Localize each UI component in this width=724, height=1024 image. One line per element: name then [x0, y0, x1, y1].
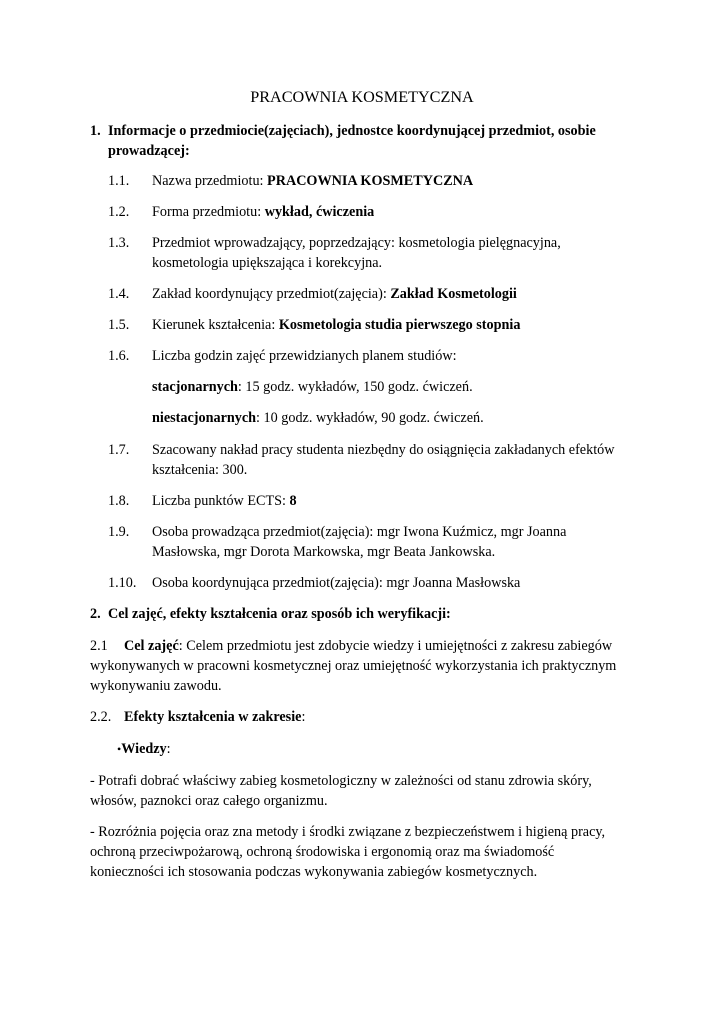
section-1-heading-line2: prowadzącej: — [108, 143, 190, 159]
item-1-8: Liczba punktów ECTS: 8 — [152, 493, 297, 509]
point-1-line1: - Potrafi dobrać właściwy zabieg kosmetologiczny w zależności od stanu zdrowia skóry, — [90, 773, 592, 789]
paragraph-2-1-line3: wykonywaniu zawodu. — [90, 678, 222, 694]
item-1-7-line2: kształcenia: 300. — [152, 462, 248, 478]
point-2-line2: ochroną przeciwpożarową, ochroną środowiska i ergonomią oraz ma świadomość — [90, 844, 555, 860]
item-number: 1.7. — [108, 442, 130, 458]
item-number: 1.6. — [108, 348, 130, 364]
item-1-9-line1: Osoba prowadząca przedmiot(zajęcia): mgr Iwona Kuźmicz, mgr Joanna — [152, 524, 567, 540]
item-1-5: Kierunek kształcenia: Kosmetologia studia pierwszego stopnia — [152, 317, 521, 333]
item-number: 1.3. — [108, 235, 130, 251]
item-number: 1.5. — [108, 317, 130, 333]
section-2-heading: Cel zajęć, efekty kształcenia oraz sposób ich weryfikacji: — [108, 606, 451, 622]
item-1-7-line1: Szacowany nakład pracy studenta niezbędny do osiągnięcia zakładanych efektów — [152, 442, 615, 458]
item-number: 1.4. — [108, 286, 130, 302]
item-number: 1.1. — [108, 173, 130, 189]
item-1-4: Zakład koordynujący przedmiot(zajęcia): Zakład Kosmetologii — [152, 286, 517, 302]
point-2-line1: - Rozróżnia pojęcia oraz zna metody i środki związane z bezpieczeństwem i higieną pracy, — [90, 824, 606, 840]
document-title: PRACOWNIA KOSMETYCZNA — [250, 88, 474, 106]
bullet-wiedzy: •Wiedzy: — [117, 741, 171, 757]
item-number: 1.9. — [108, 524, 130, 540]
item-number: 1.2. — [108, 204, 130, 220]
item-1-10: Osoba koordynująca przedmiot(zajęcia): mgr Joanna Masłowska — [152, 575, 521, 591]
item-1-6-niestacjonarne: niestacjonarnych: 10 godz. wykładów, 90 godz. ćwiczeń. — [152, 410, 484, 426]
paragraph-2-2-heading: Efekty kształcenia w zakresie: — [124, 709, 306, 725]
point-1-line2: włosów, paznokci oraz całego organizmu. — [90, 793, 328, 809]
section-1-number: 1. — [90, 123, 101, 139]
item-number: 1.10. — [108, 575, 137, 591]
item-1-6: Liczba godzin zajęć przewidzianych planem studiów: — [152, 348, 457, 364]
item-1-2: Forma przedmiotu: wykład, ćwiczenia — [152, 204, 375, 220]
bullet-icon: • — [117, 742, 122, 756]
paragraph-2-2-number: 2.2. — [90, 709, 112, 725]
item-1-6-stacjonarne: stacjonarnych: 15 godz. wykładów, 150 godz. ćwiczeń. — [152, 379, 473, 395]
item-1-1: Nazwa przedmiotu: PRACOWNIA KOSMETYCZNA — [152, 173, 474, 189]
paragraph-2-1-line2: wykonywanych w pracowni kosmetycznej oraz umiejętność wykorzystania ich praktycznym — [90, 658, 617, 674]
item-1-9-line2: Masłowska, mgr Dorota Markowska, mgr Beata Jankowska. — [152, 544, 496, 560]
item-number: 1.8. — [108, 493, 130, 509]
point-2-line3: konieczności ich stosowania podczas wykonywania zabiegów kosmetycznych. — [90, 864, 538, 880]
item-1-3-line1: Przedmiot wprowadzający, poprzedzający: kosmetologia pielęgnacyjna, — [152, 235, 561, 251]
paragraph-2-1-line1: Cel zajęć: Celem przedmiotu jest zdobycie wiedzy i umiejętności z zakresu zabiegów — [124, 638, 613, 654]
section-2-number: 2. — [90, 606, 101, 622]
paragraph-2-1-number: 2.1 — [90, 638, 108, 654]
item-1-3-line2: kosmetologia upiększająca i korekcyjna. — [152, 255, 383, 271]
section-1-heading-line1: Informacje o przedmiocie(zajęciach), jednostce koordynującej przedmiot, osobie — [108, 123, 596, 139]
